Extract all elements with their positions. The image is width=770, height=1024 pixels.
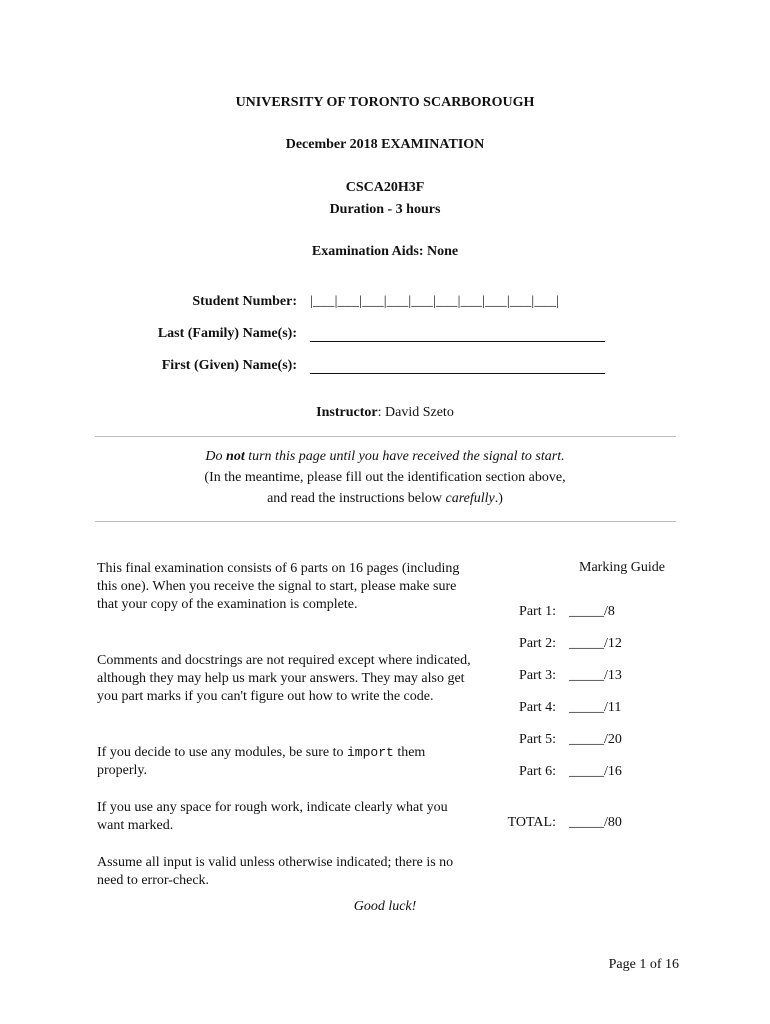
part-score: _____/8 xyxy=(569,604,615,619)
notice-line-1 xyxy=(0,446,770,467)
instruction-paragraph-5: Assume all input is valid unless otherwise indicated; there is no need to error-check. xyxy=(97,855,454,888)
instructor-line xyxy=(0,405,770,421)
instruction-paragraph-4: If you use any space for rough work, indicate clearly what you want marked. xyxy=(97,800,448,833)
page-number: Page 1 of 16 xyxy=(608,957,679,972)
instruction-text: them properly. xyxy=(97,745,426,778)
notice-emphasis: carefully xyxy=(445,491,495,506)
part-label: Part 2: xyxy=(519,636,556,651)
student-number-field[interactable]: |___|___|___|___|___|___|___|___|___|___| xyxy=(310,294,560,309)
course-code: CSCA20H3F xyxy=(345,180,425,195)
exam-duration: Duration - 3 hours xyxy=(329,202,441,217)
exam-title: December 2018 EXAMINATION xyxy=(285,137,485,152)
part-label: Part 6: xyxy=(519,764,556,779)
total-label: TOTAL: xyxy=(507,815,556,830)
divider-top xyxy=(95,436,676,437)
last-name-field[interactable] xyxy=(310,327,605,342)
notice-text: Do xyxy=(205,449,227,464)
instruction-paragraph-3 xyxy=(97,744,472,780)
notice-text: turn this page until you have received the signal to start. xyxy=(244,449,565,464)
code-keyword: import xyxy=(347,745,394,760)
divider-bottom xyxy=(95,521,676,522)
first-name-label: First (Given) Name(s): xyxy=(161,358,297,373)
part-label: Part 4: xyxy=(519,700,556,715)
part-score: _____/12 xyxy=(569,636,622,651)
instruction-paragraph-2: Comments and docstrings are not required except where indicated, although they may help us mark your answers. They may also get you part marks if you can't figure out how to write the code. xyxy=(97,653,471,704)
first-name-field[interactable] xyxy=(310,359,605,374)
marking-guide-title: Marking Guide xyxy=(579,560,665,575)
university-title: UNIVERSITY OF TORONTO SCARBOROUGH xyxy=(235,95,535,110)
total-score: _____/80 xyxy=(569,815,622,830)
instruction-paragraph-1: This final examination consists of 6 parts on 16 pages (including this one). When you receive the signal to start, please make sure that your copy of the examination is complete. xyxy=(97,561,460,612)
part-score: _____/16 xyxy=(569,764,622,779)
part-score: _____/13 xyxy=(569,668,622,683)
part-label: Part 1: xyxy=(519,604,556,619)
notice-block xyxy=(0,446,770,509)
good-luck: Good luck! xyxy=(353,899,417,914)
notice-emphasis: not xyxy=(226,449,245,464)
part-score: _____/11 xyxy=(569,700,622,715)
notice-line-2: (In the meantime, please fill out the identification section above, xyxy=(204,470,566,485)
notice-line-3 xyxy=(0,488,770,509)
instruction-text: If you decide to use any modules, be sure to xyxy=(97,745,347,760)
notice-text: .) xyxy=(494,491,503,506)
instructor-label: Instructor xyxy=(316,405,378,420)
last-name-label: Last (Family) Name(s): xyxy=(157,326,297,341)
student-number-label: Student Number: xyxy=(192,294,297,309)
part-label: Part 5: xyxy=(519,732,556,747)
notice-text: and read the instructions below xyxy=(267,491,446,506)
part-label: Part 3: xyxy=(519,668,556,683)
exam-aids: Examination Aids: None xyxy=(311,244,459,259)
part-score: _____/20 xyxy=(569,732,622,747)
instructor-name: : David Szeto xyxy=(377,405,454,420)
